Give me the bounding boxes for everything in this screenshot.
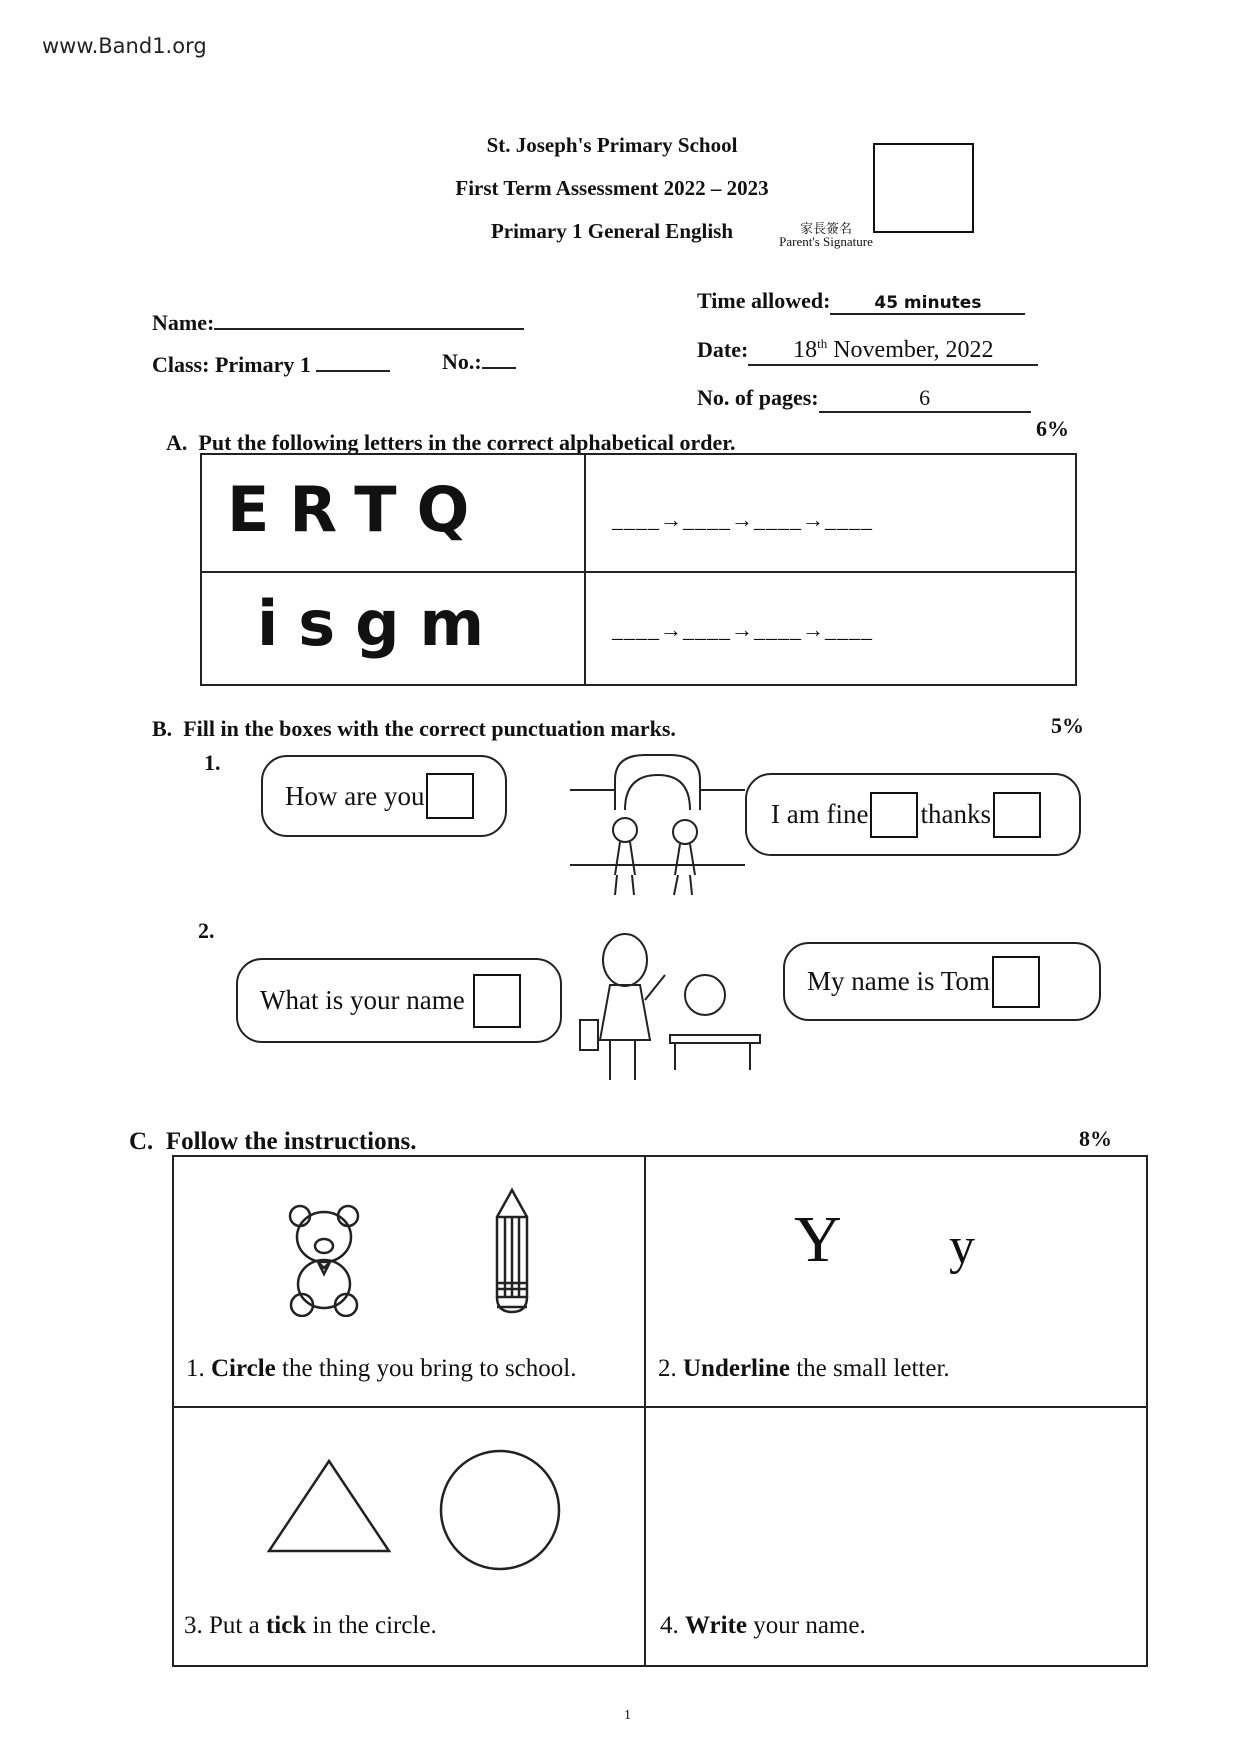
section-c-marks: 8% (1079, 1126, 1112, 1151)
small-letter-y[interactable]: y (949, 1218, 975, 1275)
section-b-letter: B. (152, 716, 173, 741)
q1-number: 1. (204, 750, 221, 775)
date-label: Date: (697, 337, 749, 362)
teddy-bear-icon[interactable] (284, 1202, 364, 1317)
rest: the small letter. (789, 1355, 950, 1382)
instruction-1 (186, 1355, 576, 1383)
class-input[interactable] (316, 350, 390, 372)
date-rest: November, 2022 (827, 337, 994, 363)
bold: Underline (683, 1355, 790, 1382)
no-field (442, 347, 516, 375)
punctuation-box[interactable] (426, 773, 474, 819)
bold: tick (265, 1612, 307, 1639)
bubble-2-text-b: thanks (920, 799, 991, 829)
section-b-heading (152, 716, 676, 742)
punctuation-box[interactable] (992, 956, 1040, 1008)
section-a-marks: 6% (1036, 416, 1069, 441)
time-field (697, 288, 1025, 315)
speech-bubble-4 (783, 942, 1101, 1021)
letters-row-2: isgm (257, 587, 505, 660)
school-name: St. Joseph's Primary School (486, 133, 738, 157)
bubble-1-text: How are you (285, 780, 425, 811)
date-field (697, 336, 1038, 366)
text: Put a (209, 1612, 266, 1639)
bold: Write (685, 1612, 748, 1639)
parent-signature-box[interactable] (873, 143, 974, 233)
parent-signature-label (776, 222, 876, 248)
q2-number: 2. (198, 918, 215, 943)
no-label: No.: (442, 349, 482, 374)
section-c-letter: C. (129, 1128, 154, 1155)
num: 4. (660, 1612, 679, 1639)
section-b-marks: 5% (1051, 713, 1084, 738)
speech-bubble-1 (261, 755, 507, 837)
rest: in the circle. (306, 1612, 437, 1639)
date-day: 18 (793, 337, 818, 363)
assessment-title: First Term Assessment 2022 – 2023 (455, 176, 769, 200)
pages-field (697, 385, 1031, 413)
pages-value: 6 (819, 385, 1031, 413)
num: 2. (658, 1355, 677, 1382)
date-value (748, 336, 1038, 366)
capital-letter-y: Y (794, 1203, 842, 1276)
time-value: 45 minutes (830, 293, 1025, 315)
instruction-4 (660, 1612, 866, 1640)
pages-label: No. of pages: (697, 385, 819, 410)
speech-bubble-2 (745, 773, 1081, 856)
class-label: Class: Primary 1 (152, 352, 311, 377)
bubble-3-text: What is your name (260, 985, 465, 1015)
speech-bubble-3 (236, 958, 562, 1043)
children-greeting-illustration (570, 750, 745, 900)
triangle-shape[interactable] (264, 1457, 394, 1555)
name-label: Name: (152, 310, 215, 335)
instruction-3 (184, 1612, 437, 1640)
page-number: 1 (624, 1708, 631, 1723)
date-sup: th (817, 336, 828, 351)
letters-row-1: ERTQ (227, 473, 490, 546)
watermark: www.Band1.org (42, 34, 207, 58)
section-c-table (172, 1155, 1148, 1667)
bubble-2-text-a: I am fine (771, 799, 869, 829)
section-c-instruction: Follow the instructions. (165, 1128, 417, 1155)
parent-signature-en: Parent's Signature (779, 234, 873, 249)
punctuation-box[interactable] (473, 974, 521, 1028)
subject-title: Primary 1 General English (490, 219, 734, 243)
num: 3. (184, 1612, 203, 1639)
section-a-letter: A. (166, 430, 188, 455)
no-input[interactable] (482, 347, 516, 369)
bold: Circle (211, 1355, 276, 1382)
answer-row-2[interactable]: ____→____→____→____ (612, 617, 873, 642)
name-input[interactable] (214, 306, 524, 330)
answer-row-1[interactable]: ____→____→____→____ (612, 507, 873, 532)
rest: your name. (747, 1612, 866, 1639)
section-a-instruction: Put the following letters in the correct alphabetical order. (198, 430, 736, 455)
pencil-icon[interactable] (492, 1187, 532, 1317)
section-c-heading (129, 1128, 417, 1156)
name-field (152, 306, 524, 336)
name-writing-area[interactable] (660, 1217, 1120, 1377)
parent-signature-cn: 家長簽名 (799, 221, 852, 236)
rest: the thing you bring to school. (275, 1355, 577, 1382)
teacher-student-illustration (570, 930, 770, 1090)
class-field (152, 350, 390, 378)
circle-shape[interactable] (437, 1447, 563, 1573)
section-b-instruction: Fill in the boxes with the correct punctuation marks. (183, 716, 676, 741)
punctuation-box[interactable] (993, 792, 1041, 838)
section-a-table (200, 453, 1077, 686)
num: 1. (186, 1355, 205, 1382)
punctuation-box[interactable] (870, 792, 918, 838)
time-label: Time allowed: (697, 288, 831, 313)
bubble-4-text: My name is Tom (807, 966, 990, 996)
